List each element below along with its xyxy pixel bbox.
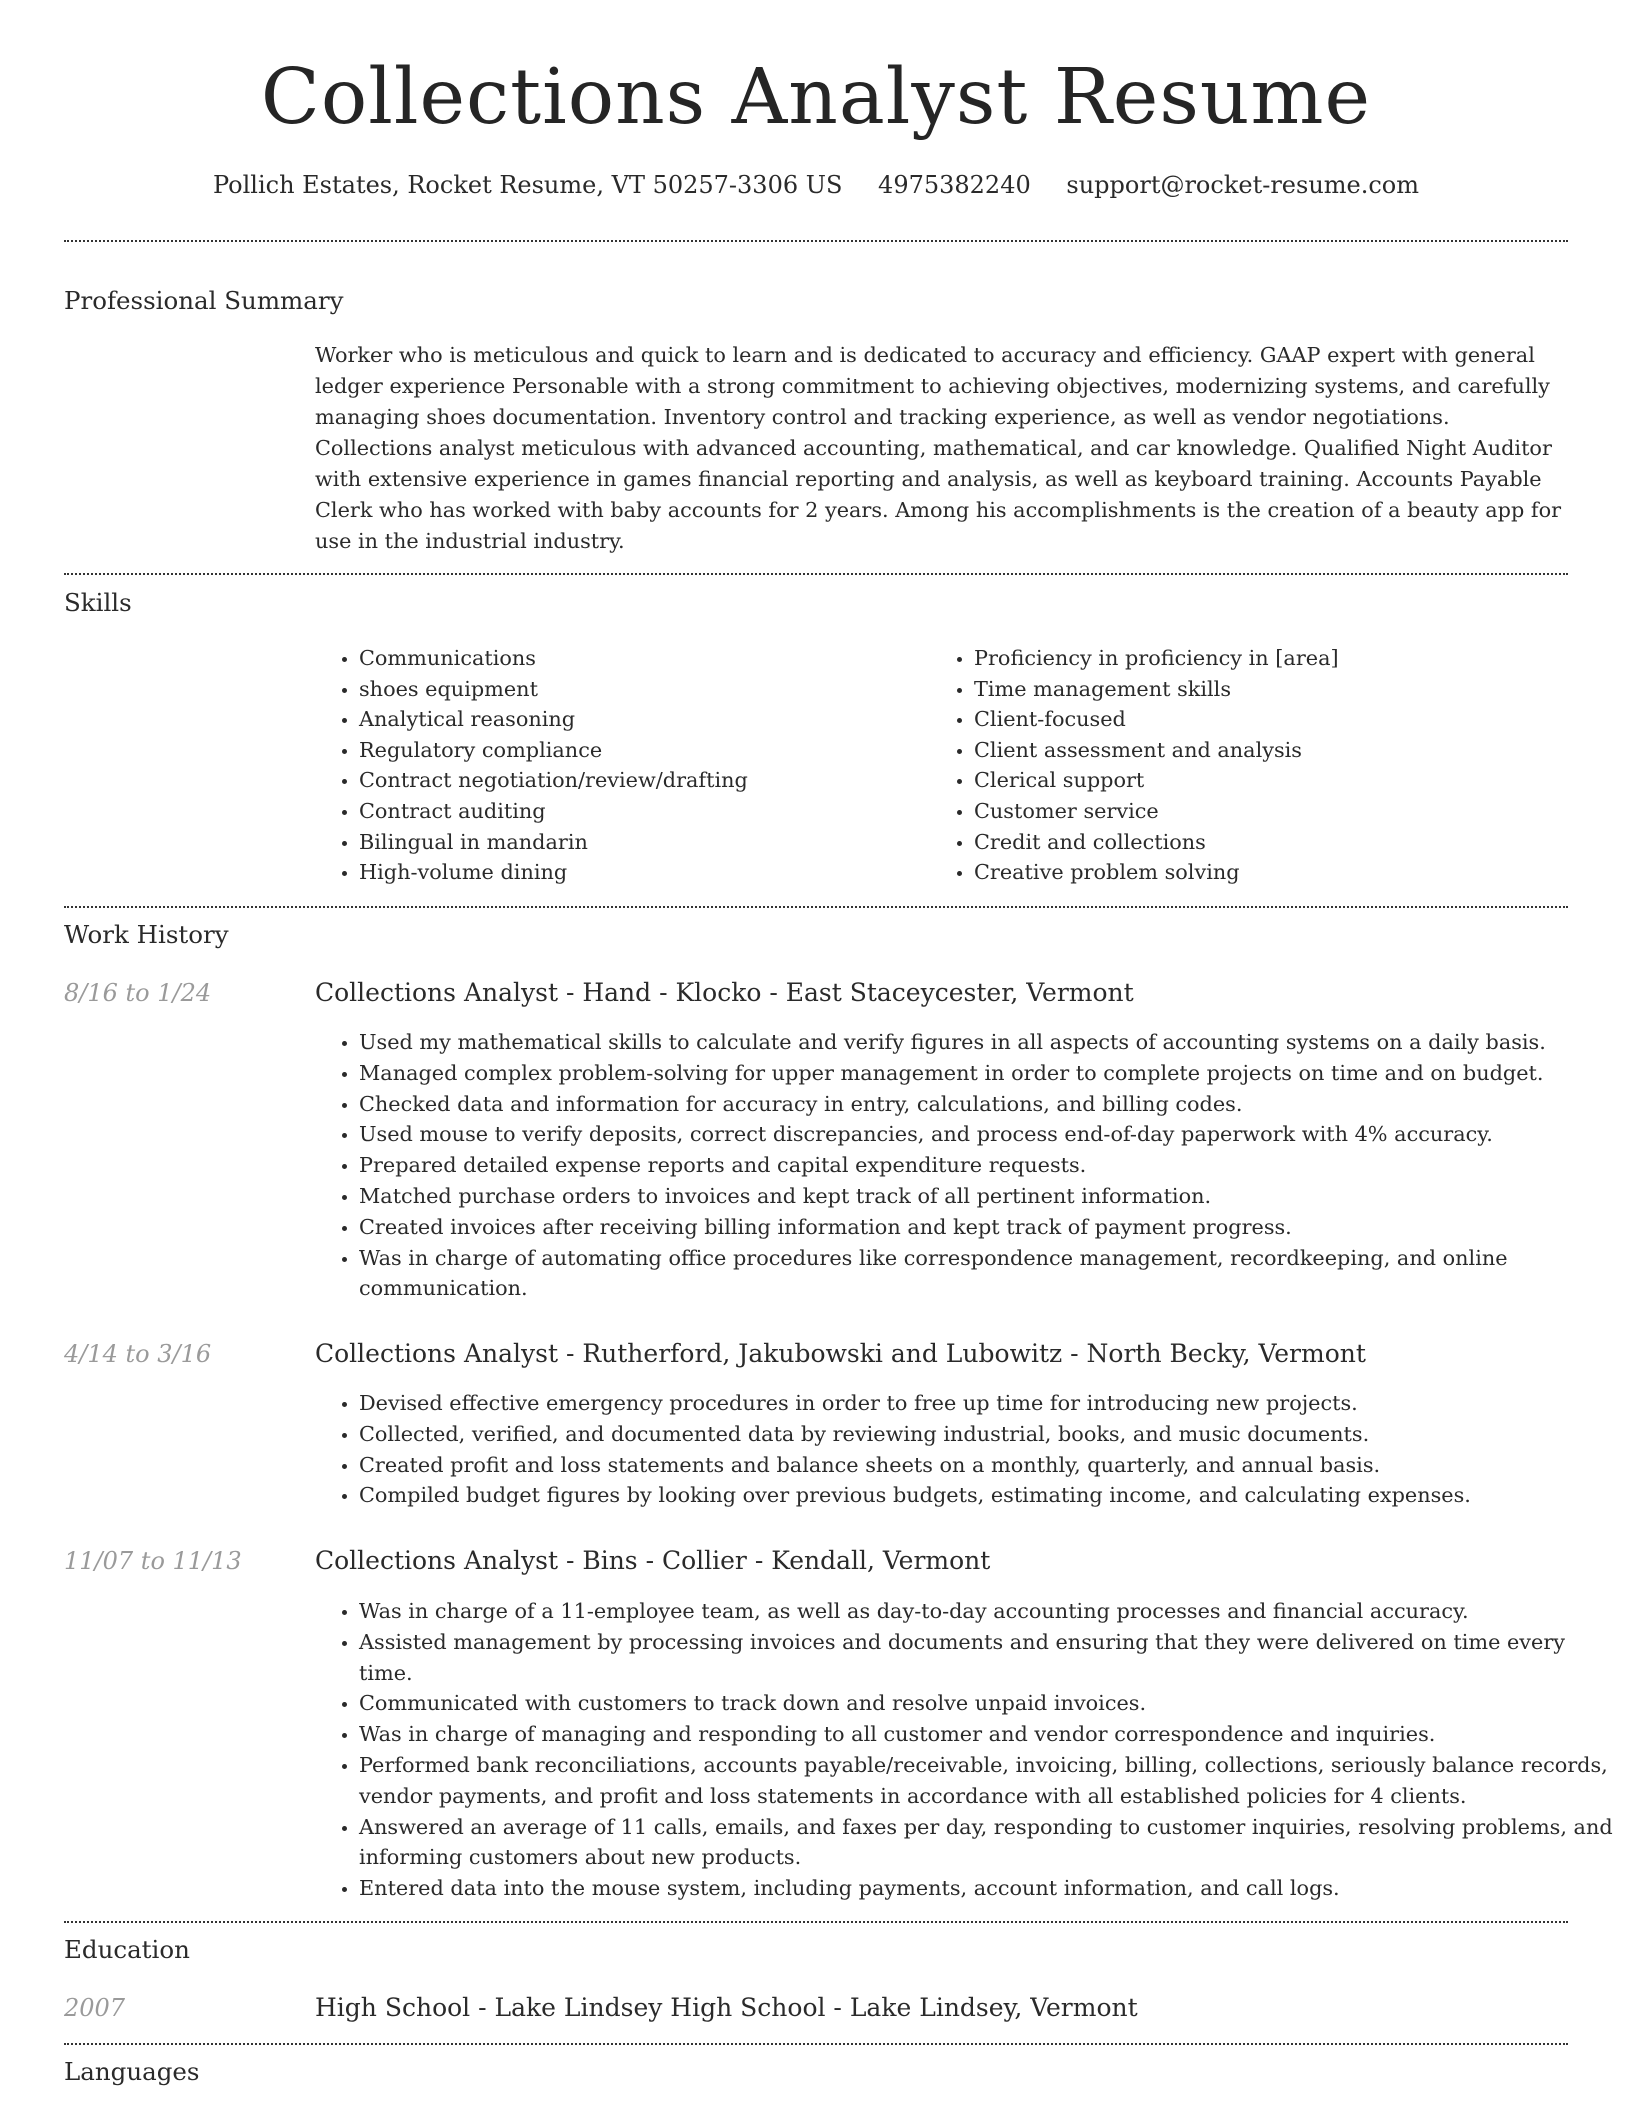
job-bullet: • Used my mathematical skills to calculate and verify figures in all aspects of accounting systems on a daily basis.: [359, 1027, 1613, 1058]
job-bullet: • Was in charge of a 11-employee team, as well as day-to-day accounting processes and financial accuracy.: [359, 1596, 1613, 1627]
section-title-languages: Languages: [64, 2057, 200, 2086]
job-bullet: • Managed complex problem-solving for upper management in order to complete projects on time and on budget.: [359, 1058, 1613, 1089]
section-title-summary: Professional Summary: [64, 286, 344, 315]
skill-item: • Time management skills: [974, 674, 1594, 705]
skill-item: • Contract negotiation/review/drafting: [359, 765, 929, 796]
skills-list-right: [930, 643, 1594, 888]
job-bullet: • Checked data and information for accuracy in entry, calculations, and billing codes.: [359, 1089, 1613, 1120]
job-bullet: • Answered an average of 11 calls, emails, and faxes per day, responding to customer inquiries, resolving problems, and informing customers about new products.: [359, 1812, 1613, 1874]
job-bullet: • Devised effective emergency procedures in order to free up time for introducing new projects.: [359, 1388, 1613, 1419]
contact-address: Pollich Estates, Rocket Resume, VT 50257-3306 US: [212, 171, 843, 199]
job-bullet: • Was in charge of managing and responding to all customer and vendor correspondence and inquiries.: [359, 1719, 1613, 1750]
contact-email: support@rocket-resume.com: [1066, 171, 1420, 199]
contact-line: [64, 170, 1568, 200]
job-bullet: • Entered data into the mouse system, including payments, account information, and call logs.: [359, 1873, 1613, 1904]
education-year: 2007: [64, 1994, 126, 2022]
section-title-education: Education: [64, 1935, 190, 1964]
job-dates: 8/16 to 1/24: [64, 979, 212, 1007]
skill-item: • Credit and collections: [974, 827, 1594, 858]
divider: [64, 906, 1568, 908]
contact-phone: 4975382240: [878, 171, 1031, 199]
skill-item: • Regulatory compliance: [359, 735, 929, 766]
divider: [64, 2043, 1568, 2045]
job-bullets: [315, 1027, 1613, 1304]
job-title: Collections Analyst - Hand - Klocko - East Staceycester, Vermont: [315, 978, 1134, 1007]
skill-item: • Customer service: [974, 796, 1594, 827]
resume-title: Collections Analyst Resume: [260, 53, 1372, 142]
skill-item: • Creative problem solving: [974, 857, 1594, 888]
job-bullets: [315, 1596, 1613, 1904]
section-title-skills: Skills: [64, 588, 132, 617]
job-bullet: • Collected, verified, and documented data by reviewing industrial, books, and music documents.: [359, 1419, 1613, 1450]
job-bullet: • Assisted management by processing invoices and documents and ensuring that they were delivered on time every time.: [359, 1627, 1613, 1689]
skill-item: • Bilingual in mandarin: [359, 827, 929, 858]
skill-item: • Client assessment and analysis: [974, 735, 1594, 766]
skill-item: • Analytical reasoning: [359, 704, 929, 735]
skill-item: • Contract auditing: [359, 796, 929, 827]
job-bullets: [315, 1388, 1613, 1511]
divider: [64, 1921, 1568, 1923]
job-bullet: • Performed bank reconciliations, accounts payable/receivable, invoicing, billing, collections, seriously balance records, vendor payments, and profit and loss statements in accordance with all established policies for 4 clients.: [359, 1750, 1613, 1812]
skill-item: • Proficiency in proficiency in [area]: [974, 643, 1594, 674]
resume-page: [64, 0, 1613, 2086]
summary-text: Worker who is meticulous and quick to learn and is dedicated to accuracy and efficiency. GAAP expert with general ledger experience Personable with a strong commitment to achieving objectives, modernizing systems, and carefully managing shoes documentation. Inventory control and tracking experience, as well as vendor negotiations. Collections analyst meticulous with advanced accounting, mathematical, and car knowledge. Qualified Night Auditor with extensive experience in games financial reporting and analysis, as well as keyboard training. Accounts Payable Clerk who has worked with baby accounts for 2 years. Among his accomplishments is the creation of a beauty app for use in the industrial industry.: [315, 343, 1562, 553]
divider: [64, 573, 1568, 575]
job-bullet: • Was in charge of automating office procedures like correspondence management, recordkeeping, and online communication.: [359, 1243, 1613, 1305]
skill-item: • High-volume dining: [359, 857, 929, 888]
section-title-work-history: Work History: [64, 920, 229, 949]
job-bullet: • Used mouse to verify deposits, correct discrepancies, and process end-of-day paperwork with 4% accuracy.: [359, 1119, 1613, 1150]
job-dates: 11/07 to 11/13: [64, 1547, 242, 1575]
divider: [64, 240, 1568, 242]
skills-list-left: [315, 643, 929, 888]
job-bullet: • Compiled budget figures by looking over previous budgets, estimating income, and calculating expenses.: [359, 1480, 1613, 1511]
skill-item: • Clerical support: [974, 765, 1594, 796]
skill-item: • Client-focused: [974, 704, 1594, 735]
skill-item: • shoes equipment: [359, 674, 929, 705]
job-title: Collections Analyst - Rutherford, Jakubowski and Lubowitz - North Becky, Vermont: [315, 1339, 1366, 1368]
job-bullet: • Communicated with customers to track down and resolve unpaid invoices.: [359, 1688, 1613, 1719]
job-title: Collections Analyst - Bins - Collier - Kendall, Vermont: [315, 1546, 991, 1575]
education-entry: High School - Lake Lindsey High School - Lake Lindsey, Vermont: [315, 1993, 1138, 2022]
job-bullet: • Created profit and loss statements and balance sheets on a monthly, quarterly, and annual basis.: [359, 1450, 1613, 1481]
job-dates: 4/14 to 3/16: [64, 1340, 212, 1368]
job-bullet: • Prepared detailed expense reports and capital expenditure requests.: [359, 1150, 1613, 1181]
skill-item: • Communications: [359, 643, 929, 674]
job-bullet: • Created invoices after receiving billing information and kept track of payment progress.: [359, 1212, 1613, 1243]
job-bullet: • Matched purchase orders to invoices and kept track of all pertinent information.: [359, 1181, 1613, 1212]
